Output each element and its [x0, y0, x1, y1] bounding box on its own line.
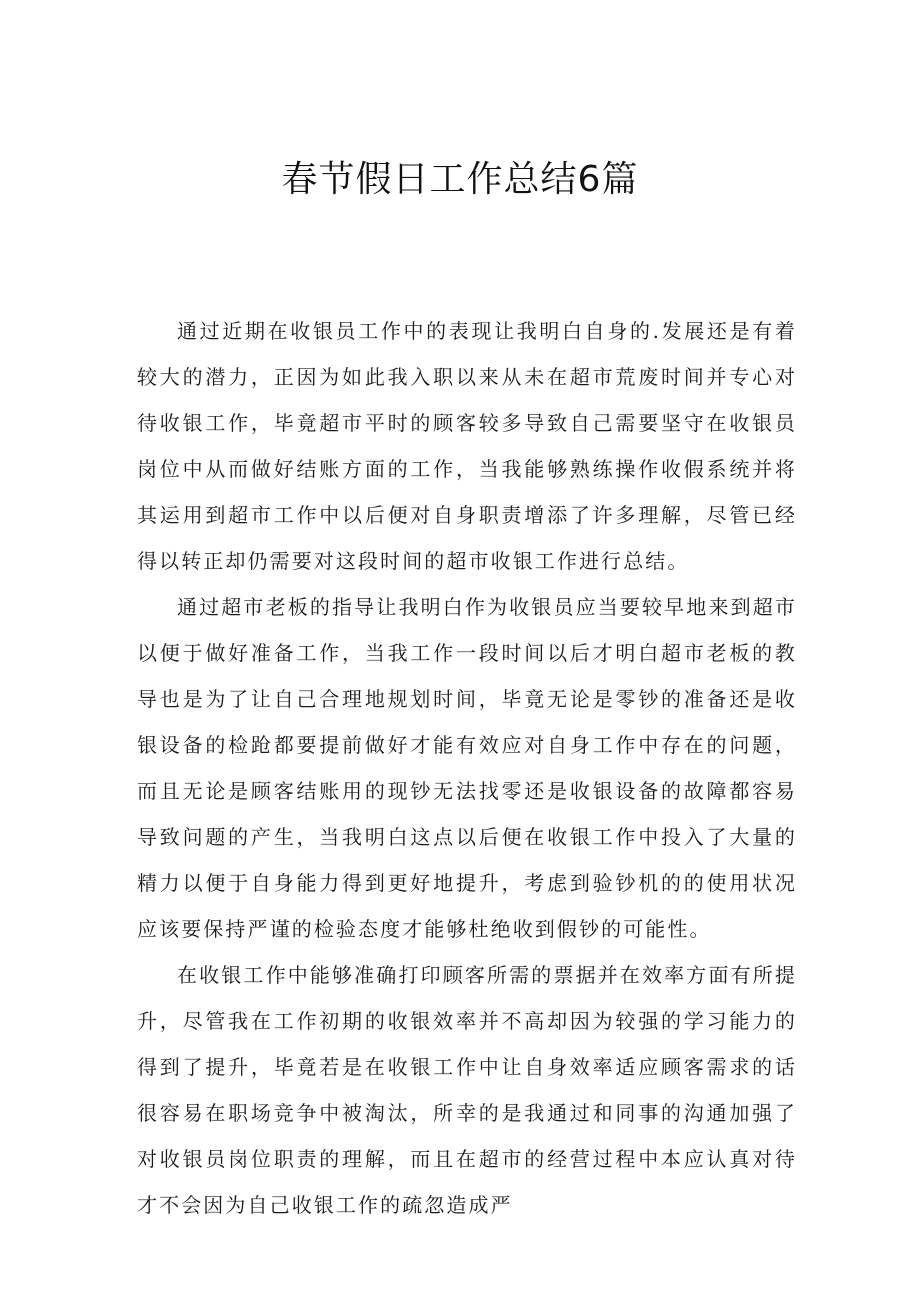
- paragraph-3: 在收银工作中能够准确打印顾客所需的票据并在效率方面有所提升，尽管我在工作初期的收银效率并不高却因为较强的学习能力的得到了提升，毕竟若是在收银工作中让自身效率适应顾客需求的话很容易在职场竞争中被淘汰，所幸的是我通过和同事的沟通加强了对收银员岗位职责的理解，而且在超市的经营过程中本应认真对待才不会因为自己收银工作的疏忽造成严: [137, 963, 797, 1217]
- document-title: 春节假日工作总结6篇: [281, 159, 639, 200]
- paragraph-1: 通过近期在收银员工作中的表现让我明白自身的.发展还是有着较大的潜力，正因为如此我入职以来从未在超市荒废时间并专心对待收银工作，毕竟超市平时的顾客较多导致自己需要坚守在收银员岗位中从而做好结账方面的工作，当我能够熟练操作收假系统并将其运用到超市工作中以后便对自身职责增添了许多理解，尽管已经得以转正却仍需要对这段时间的超市收银工作进行总结。: [137, 319, 797, 573]
- paragraph-2: 通过超市老板的指导让我明白作为收银员应当要较早地来到超市以便于做好准备工作，当我工作一段时间以后才明白超市老板的教导也是为了让自己合理地规划时间，毕竟无论是零钞的准备还是收银设备的检跄都要提前做好才能有效应对自身工作中存在的问题，而且无论是顾客结账用的现钞无法找零还是收银设备的故障都容易导致问题的产生，当我明白这点以后便在收银工作中投入了大量的精力以便于自身能力得到更好地提升，考虑到验钞机的的使用状况应该要保持严谨的检验态度才能够杜绝收到假钞的可能性。: [137, 595, 797, 941]
- document-body: [137, 308, 797, 1228]
